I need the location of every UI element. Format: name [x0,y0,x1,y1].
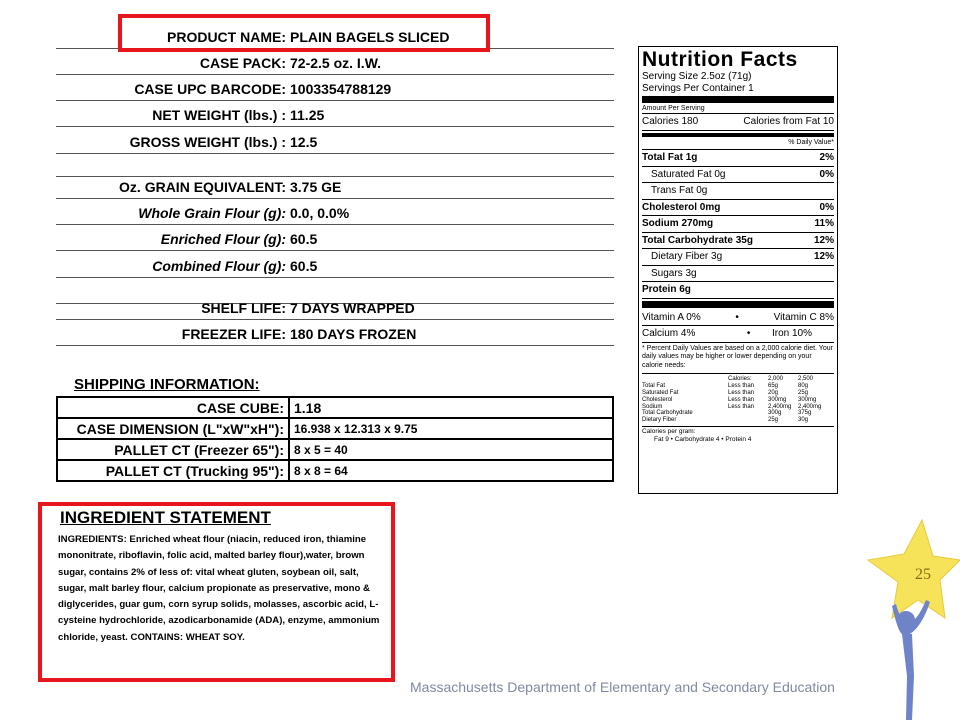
ingredient-statement-text: INGREDIENTS: Enriched wheat flour (niacin, reduced iron, thiamine mononitrate, riboflavin, folic acid, malted barley flour),water, brown sugar, contains 2% of less of: vital wheat gluten, soybean oil, salt, sugar, malt barley flour, calcium propionate as preservative, mono & diglycerides, guar gum, corn syrup solids, molasses, ascorbic acid, L-cysteine hydrochloride, azodicarbonamide (ADA), enzyme, ammonium chloride, yeast. CONTAINS: WHEAT SOY. [58,534,380,643]
spec-label: Enriched Flour (g): [160,231,286,247]
nutrient-daily-value: 12% [813,234,834,246]
spec-value: 72-2.5 oz. I.W. [290,55,382,71]
dv-table-cell: 375g [798,410,812,417]
spec-label: GROSS WEIGHT (lbs.) : [129,134,286,150]
dv-table-cell: Total Carbohydrate [642,410,693,417]
nutrient-name: Sugars 3g [651,267,697,279]
spec-row [56,100,614,127]
nutrient-name: Cholesterol 0mg [642,201,721,213]
dv-table-cell [728,417,768,424]
nutrient-daily-value: 0% [819,201,834,213]
nutrient-name: Sodium 270mg [642,218,714,230]
dv-table-cell: Calories: [728,376,752,382]
dv-table-cell: Saturated Fat [642,389,679,396]
nutrition-title: Nutrition Facts [642,48,798,71]
spec-value: 180 DAYS FROZEN [290,326,417,342]
dv-table-cell [642,376,728,383]
dv-table-cell: 300mg [768,396,787,403]
nutrient-row [642,266,834,283]
nutrient-row [642,282,834,299]
person-figure-icon [892,600,930,720]
dv-table-cell: 25g [798,389,809,396]
spec-row [56,293,614,320]
shipping-value: 8 x 5 = 40 [289,439,613,460]
nutrient-name: Trans Fat 0g [651,185,708,197]
calories-per-gram-values: Fat 9 • Carbohydrate 4 • Protein 4 [654,435,752,443]
nutrition-facts-label [638,46,838,494]
spec-row [56,251,614,278]
shipping-value: 8 x 8 = 64 [289,460,613,481]
mineral-row: Calcium 4% • Iron 10% [642,326,834,343]
dv-table-cell: 2,000 [768,376,784,382]
nutrient-name: Protein 6g [642,284,691,296]
nutrient-name: Total Fat 1g [642,152,698,164]
nutrient-daily-value: 12% [813,251,834,263]
ingredient-statement-title: INGREDIENT STATEMENT [60,508,271,527]
spec-label: CASE UPC BARCODE: [134,81,286,97]
dv-table-cell [728,410,768,417]
nutrient-row [642,200,834,217]
dv-table-cell: Sodium [642,403,663,410]
spec-label: CASE PACK: [199,55,286,71]
dv-table-cell: 300mg [798,396,817,403]
shipping-table [56,396,614,482]
spec-value: 11.25 [290,107,325,123]
shipping-label: CASE DIMENSION (L"xW"xH"): [57,418,289,439]
slide-number: 25 [915,566,931,583]
daily-value-header: % Daily Value* [642,139,834,150]
star-person-logo [862,516,960,720]
serving-size: Serving Size 2.5oz (71g) [642,71,752,83]
nutrient-daily-value: 11% [814,218,834,230]
dv-table-cell: 80g [798,382,809,389]
daily-value-footnote: * Percent Daily Values are based on a 2,000 calorie diet. Your daily values may be higher or lower depending on your calorie needs: [642,343,834,374]
dv-table-cell: 300g [768,410,782,417]
shipping-label: PALLET CT (Freezer 65"): [57,439,289,460]
spec-label: PRODUCT NAME: [167,29,286,45]
dv-table-cell: Dietary Fiber [642,417,677,424]
dv-table-cell: Less than [728,396,755,403]
nutrient-name: Saturated Fat 0g [651,168,726,180]
nutrient-row [642,183,834,200]
dv-table-cell: 30g [798,417,809,424]
spec-value: 1003354788129 [290,81,392,97]
product-name-highlight [118,14,490,52]
shipping-value: 1.18 [289,397,613,418]
nutrient-row [642,167,834,184]
spec-row [56,74,614,101]
shipping-value: 16.938 x 12.313 x 9.75 [289,418,613,439]
nutrient-name: Dietary Fiber 3g [651,251,723,263]
dv-table-cell: 25g [768,417,779,424]
spec-value: 60.5 [290,231,318,247]
nutrient-daily-value: 2% [819,152,834,164]
shipping-label: PALLET CT (Trucking 95"): [57,460,289,481]
spec-row [56,172,614,199]
calories-per-gram: Calories per gram: [642,426,834,435]
shipping-row [57,439,613,460]
spec-label: FREEZER LIFE: [181,326,286,342]
spec-label: NET WEIGHT (lbs.) : [152,107,286,123]
nutrient-row [642,150,834,167]
dv-table-cell: Total Fat [642,382,666,389]
spec-row [56,224,614,251]
dv-table-cell: 2,400mg [768,403,792,410]
nutrient-row [642,249,834,266]
calories-row: Calories 180 Calories from Fat 10 [642,114,834,131]
nutrient-daily-value: 0% [819,168,834,180]
spec-value: 12.5 [290,134,318,150]
spec-label: Oz. GRAIN EQUIVALENT: [119,179,286,195]
spec-value: 0.0, 0.0% [290,205,350,221]
dv-table-cell: Less than [728,403,755,410]
spec-row [56,48,614,75]
spec-row [56,198,614,225]
dv-table-cell: 2,400mg [798,403,822,410]
shipping-row [57,460,613,481]
nutrient-name: Total Carbohydrate 35g [642,234,753,246]
nutrient-row [642,216,834,233]
shipping-row [57,397,613,418]
spec-value: 7 DAYS WRAPPED [290,300,415,316]
servings-per-container: Servings Per Container 1 [642,82,754,94]
shipping-title: SHIPPING INFORMATION: [74,376,260,393]
nutrient-row [642,233,834,250]
vitamin-row: Vitamin A 0% • Vitamin C 8% [642,310,834,327]
dv-table-cell: 20g [768,389,779,396]
spec-row [56,319,614,346]
daily-value-table [642,374,834,424]
dv-table-cell: Less than [728,382,755,389]
spec-label: Whole Grain Flour (g): [138,205,286,221]
spec-value: 60.5 [290,258,318,274]
footer-organization: Massachusetts Department of Elementary and Secondary Education [410,679,835,695]
spec-label: SHELF LIFE: [201,300,286,316]
nutrient-rows [642,150,834,299]
spec-value: PLAIN BAGELS SLICED [290,29,450,45]
dv-table-cell: 2,500 [798,376,814,382]
spec-value: 3.75 GE [290,179,342,195]
spec-label: Combined Flour (g): [152,258,286,274]
dv-table-cell: 65g [768,382,779,389]
dv-table-cell: Less than [728,389,755,396]
dv-table-cell: Cholesterol [642,396,673,403]
amount-per-serving: Amount Per Serving [642,105,834,114]
shipping-row [57,418,613,439]
shipping-label: CASE CUBE: [57,397,289,418]
